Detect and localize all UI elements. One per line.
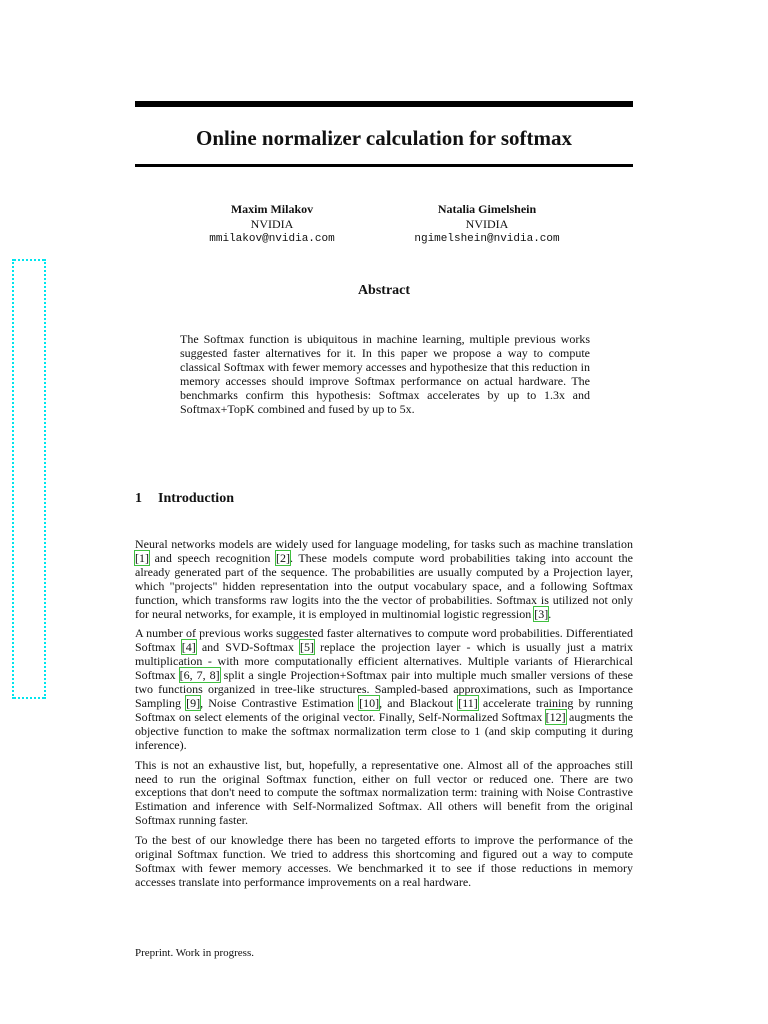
title-rule-bottom: [135, 164, 633, 167]
paragraph-text: This is not an exhaustive list, but, hopefully, a representative one. Almost all of the approaches still need to run the original Softmax function, either on full vector or reduced one. There are two exceptions that don't need to compute the softmax normalization term: training with Noise Contrastive Estimation and inference with Self-Normalized Softmax. All others will benefit from the original Softmax running faster.: [135, 757, 633, 828]
section-title: Introduction: [158, 491, 234, 506]
citation-link[interactable]: [12]: [545, 709, 566, 724]
citation-link[interactable]: [2]: [275, 550, 290, 565]
paragraph-text: . These models compute word probabilities taking into account the already generated part of the sequence. The probabilities are usually computed by a Projection layer, which "projects" hidden representation into the output vocabulary space, and a following Softmax function, which transforms raw logits into the the vector of probabilities. Softmax is utilized not only for neural networks, for example, it is employed in multinomial logistic regression: [135, 550, 633, 621]
title-rule-top: [135, 101, 633, 107]
paragraph-text: and speech recognition: [149, 550, 276, 565]
author-name: Maxim Milakov: [230, 202, 314, 216]
section-number: 1: [135, 491, 142, 506]
margin-marker: [12, 259, 46, 699]
paragraph-text: split a single Projection+Softmax pair into multiple much smaller versions of these two functions organized in tree-like structures. Sampled-based approximations, such as Importance Sampling: [135, 668, 634, 710]
paragraph-text: A number of previous works suggested faster alternatives to compute word probabilities. Differentiated Softmax: [135, 626, 633, 655]
paragraph-text: .: [548, 606, 552, 621]
paragraph-text: and SVD-Softmax: [195, 640, 301, 655]
author-email[interactable]: ngimelshein@nvidia.com: [414, 233, 560, 245]
paragraph: [135, 759, 633, 829]
paragraph: [135, 538, 633, 621]
paper-title: Online normalizer calculation for softmax: [195, 126, 572, 150]
paragraph-text: , Noise Contrastive Estimation: [200, 695, 360, 710]
section-heading: [135, 490, 633, 508]
abstract-text: The Softmax function is ubiquitous in machine learning, multiple previous works suggested faster alternatives for it. In this paper we propose a way to compute classical Softmax with fewer memory accesses and hypothesize that this reduction in memory accesses should improve Softmax performance on actual hardware. The benchmarks confirm this hypothesis: Softmax accelerates by up to 1.3x and Softmax+TopK combined and fused by up to 5x.: [180, 332, 590, 416]
author-affiliation: NVIDIA: [465, 217, 509, 231]
citation-link[interactable]: [10]: [359, 695, 380, 710]
citation-link[interactable]: [4]: [181, 640, 196, 655]
paragraph-text: augments the objective function to make the softmax normalization term close to 1 (and skip computing it during inference).: [135, 709, 633, 752]
paragraph-text: accelerate training by running Softmax on select elements of the original vector. Finally, Self-Normalized Softmax: [135, 695, 633, 724]
author-block-2: [387, 202, 587, 247]
citation-link[interactable]: [5]: [300, 640, 315, 655]
author-block-1: [172, 202, 372, 247]
paragraph-text: , and Blackout: [379, 695, 459, 710]
paragraph-text: Neural networks models are widely used for language modeling, for tasks such as machine translation: [135, 537, 633, 551]
paragraph-text: To the best of our knowledge there has been no targeted efforts to improve the performance of the original Softmax function. We tried to address this shortcoming and figured out a way to compute Softmax with fewer memory accesses. We benchmarked it to see if those reductions in memory accesses translate into performance improvements on a real hardware.: [135, 833, 633, 889]
abstract-heading: Abstract: [357, 283, 411, 298]
author-affiliation: NVIDIA: [250, 217, 294, 231]
paragraph: [135, 627, 633, 752]
section-body: [135, 538, 633, 896]
author-email[interactable]: mmilakov@nvidia.com: [209, 233, 335, 245]
citation-link[interactable]: [3]: [534, 606, 549, 621]
paragraph-text: replace the projection layer - which is usually just a matrix multiplication - with more computationally efficient alternatives. Multiple variants of Hierarchical Softmax: [135, 640, 633, 683]
citation-link[interactable]: [6, 7, 8]: [179, 668, 220, 683]
citation-link[interactable]: [1]: [135, 550, 149, 565]
citation-link[interactable]: [11]: [458, 695, 478, 710]
citation-link[interactable]: [9]: [186, 695, 201, 710]
author-name: Natalia Gimelshein: [437, 202, 537, 216]
footer-note: Preprint. Work in progress.: [135, 947, 254, 959]
paragraph: [135, 834, 633, 890]
